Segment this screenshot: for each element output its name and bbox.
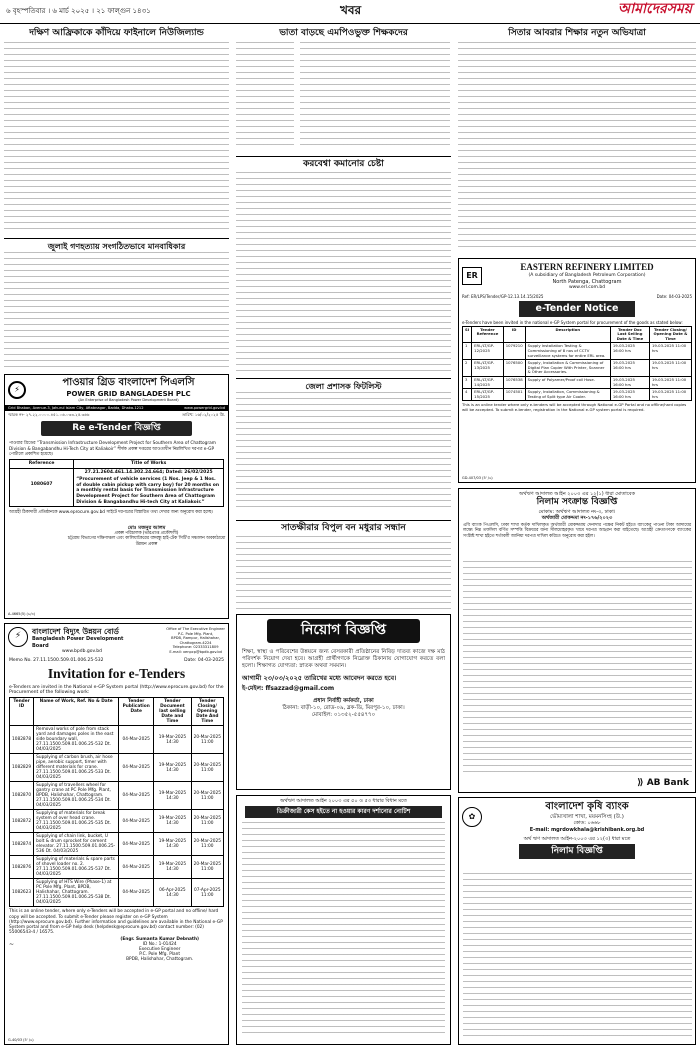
table-cell-id: 1076538 <box>503 376 525 388</box>
ref-no: 27.21.2604.461.14.302.24.664; Dated: 26/02/2025 <box>84 469 213 475</box>
bpdb-col-header: Tender Closing/ Opening Date And Time <box>191 698 223 726</box>
table-row <box>463 343 692 360</box>
invitation-footer: This is an online tender, where only e-Tenders will be accepted in e-GP portal and no offline/ hard copy will be accepted. To submit e-Tender please register on e-GP System (http://www.eprocure.gov.bd). Further information and guidelines are available in the National e-GP System portal and from e-GP help desk (helpdesk@eprocure.gov.bd) contact number: (02) 55006543-4 / 16575. <box>9 909 223 936</box>
bank-name: বাংলাদেশ কৃষি ব্যাংক <box>545 801 629 812</box>
company-name-en: POWER GRID BANGLADESH PLC <box>66 389 191 398</box>
article-body <box>236 536 451 610</box>
table-cell-name: Supplying of HTS Wire (Phase-1) at PC Pole Mfg. Plant, BPDB, Halishahar, Chattogram. 27.11.1500.509.01.006.25-538 Dt. 04/03/2025 <box>34 879 119 907</box>
table-cell-close: 20-Mar-2025 11:00 <box>191 754 223 782</box>
table-cell-close: 20-Mar-2025 11:00 <box>191 856 223 879</box>
table-cell-name: Supplying of travellers wheel for gantry crane at PC Pole Mfg. Plant, BPDB, Halishahar, Chattogram. 27.11.1500.509.01.006.25-534 Dt. 04/03/2025 <box>34 782 119 810</box>
ab-bank-auction <box>458 488 696 793</box>
ad-code: A-4665(5) (৬/৩) <box>8 611 36 616</box>
signatory-org: চট্টগ্রাম বিভাগের দক্ষিণাঞ্চল এবং কালিয়াকৈরের বঙ্গবন্ধু হাই-টেক সিটি'র সঞ্চালন অবকাঠামো উন্নয়ন প্রকল্প <box>67 536 226 547</box>
table-row <box>10 810 224 833</box>
table-cell-pub: 04-Mar-2025 <box>119 726 154 754</box>
ab-bank-icon: ⟫ <box>637 777 647 788</box>
table-cell-name: Removal works of pole from stack yard and damages poles in the east side boundary wall, 27.11.1500.509.01.006.25-532 Dt. 04/03/2025 <box>34 726 119 754</box>
office-tel: Telephone: 02333311809 <box>172 645 219 649</box>
table-cell-pub: 04-Mar-2025 <box>119 754 154 782</box>
officer: প্রধান নির্বাহী কর্মকর্তা, ঢাকা <box>313 698 374 705</box>
notice-body <box>242 822 445 1037</box>
table-cell-ref: ERL/LT/GP-15/2025 <box>472 389 504 401</box>
auction-details <box>463 561 692 773</box>
ad-code: G-40/03 (5' /৬) <box>8 1037 34 1042</box>
erl-logo-icon: ER <box>462 267 482 285</box>
table-cell-sell: 19-03-2025 16:00 hrs <box>610 389 649 401</box>
bank-code: কোড: ০৬৬৮ <box>573 820 601 827</box>
power-grid-logo-icon: ⚡ <box>8 381 26 399</box>
recruitment-body: শিক্ষা, স্বাস্থ্য ও পরিবেশের উন্নয়নে জন্য বেসরকারী প্রতিষ্ঠানের নিবিড় দাতব্য কাজে দক্ষ মাঠ পরিদর্শক নিয়োগ দেয়া হবে। আগ্রহী প্রার্থীগণকে নিম্নোক্ত ঠিকানায় যোগাযোগ করতে বলা হলো। শিক্ষাগত যোগ্যতা: স্নাতক অথবা সমমান। <box>242 648 445 669</box>
erl-name: EASTERN REFINERY LIMITED <box>520 262 654 272</box>
table-row <box>10 782 224 810</box>
tender-note: আগ্রহী ঠিকাদারী প্রতিষ্ঠানকে www.eprocure.gov.bd সাইটে দরপত্রের বিস্তারিত তথ্য দেখার জন্য অনুরোধ করা হচ্ছে। <box>9 510 213 516</box>
table-cell-id: 1079210 <box>503 343 525 360</box>
table-cell-name: Supplying of carbon brush, air hose pipe, aerobic support, timer with different materials for crane. 27.11.1500.509.01.006.25-533 Dt. 04/03/2025 <box>34 754 119 782</box>
article-body <box>300 42 450 150</box>
table-cell-close: 19-03-2025 11:00 hrs <box>649 376 691 388</box>
table-row <box>463 360 692 377</box>
table-cell-sell: 19-03-2025 16:00 hrs <box>610 343 649 360</box>
memo-date: Date: 04-03-2025 <box>184 657 224 663</box>
table-cell-close: 19-03-2025 11:00 hrs <box>649 389 691 401</box>
headline-satkhira: সাতক্ষীরার বিপুল বন মধুরার সন্ধান <box>236 520 451 534</box>
newspaper-logo: আমাদেরসময় <box>617 1 692 17</box>
table-cell-name: Supplying of chain link, bucket, U bolt & drum sprocket for cement elevator. 27.11.1500.509.01.006.25-536 Dt. 04/03/2025 <box>34 833 119 856</box>
table-cell-id: 1082876 <box>10 856 34 879</box>
table-row <box>10 754 224 782</box>
article-body <box>236 172 451 372</box>
table-row <box>463 389 692 401</box>
table-cell-pub: 04-Mar-2025 <box>119 879 154 907</box>
ab-bank-logo <box>637 778 689 789</box>
erl-col-header: Description <box>525 326 610 343</box>
erl-col-header: Tender Closing/ Opening Date & Time <box>649 326 691 343</box>
erl-tender-ad <box>458 258 696 483</box>
table-cell-close: 19-03-2025 11:00 hrs <box>649 343 691 360</box>
table-cell-pub: 04-Mar-2025 <box>119 810 154 833</box>
auction-body: এবি ব্যাংক পিএলসি, ঢাকা শাখা কর্তৃক দাখিলকৃত অর্থজারী মোকদ্দমায় দেনাদার পক্ষের নিকট হইতে ব্যাংকের পাওনা টাকা আদায়ের লক্ষ্যে নিম্ন তফসিল বর্ণিত সম্পত্তি বিক্রয়ের জন্য সীলমোহরকৃত খামে দরপত্র আহ্বান করা যাইতেছে। আগ্রহী ক্রেতাগণকে ব্যাংকের সংশ্লিষ্ট শাখা হইতে শর্তাবলী জানিয়া দরপত্র দাখিল করিতে অনুরোধ করা হইল। <box>463 523 691 539</box>
table-cell-id: 1074501 <box>503 389 525 401</box>
bpdb-tender-ad <box>4 623 229 1045</box>
table-cell-close: 20-Mar-2025 11:00 <box>191 726 223 754</box>
office-email: E-mail: xenpcp@bpdb.gov.bd <box>169 649 222 654</box>
erl-col-header: Tender Reference <box>472 326 504 343</box>
table-cell-id: 1076500 <box>503 360 525 377</box>
tender-intro: পাওয়ার গ্রিডের “Transmission Infrastructure Development Project for Southern Area of Chattogram Division & Bangabandhu Hi-Tech City at Kaliakoir” শীর্ষক প্রকল্প দপ্তরের আওতাধীন নিম্নলিখিত দরপত্র e-GP পোর্টালে প্রকাশিত হয়েছে। <box>9 441 216 457</box>
table-cell-ref: ERL/LT/GP-14/2025 <box>472 376 504 388</box>
office-addr: Chattogram-4224 <box>179 640 212 645</box>
table-cell-sell: 19-Mar-2025 14:30 <box>154 856 191 879</box>
table-cell-id: 1082878 <box>10 726 34 754</box>
table-cell-sell: 19-Mar-2025 14:30 <box>154 810 191 833</box>
signatory-id: ID No.: 1-01424 <box>142 942 177 948</box>
table-cell-pub: 04-Mar-2025 <box>119 833 154 856</box>
signature-scribble: ~ <box>9 941 15 949</box>
memo-line <box>5 658 228 664</box>
erl-tender-table <box>462 326 692 402</box>
power-grid-ad <box>4 374 229 619</box>
table-cell-sell: 19-03-2025 16:00 hrs <box>610 376 649 388</box>
table-cell-sl: 1 <box>463 343 472 360</box>
table-cell-id: 1082870 <box>10 782 34 810</box>
article-body <box>236 392 451 512</box>
erl-title: e-Tender Notice <box>519 301 635 317</box>
table-cell-sl: 2 <box>463 360 472 377</box>
table-cell-sl: 3 <box>463 376 472 388</box>
erl-sub: (A subsidiary of Bangladesh Petroleum Corporation) <box>528 273 646 279</box>
table-cell-pub: 04-Mar-2025 <box>119 856 154 879</box>
auction-case: অর্থজারী মোকদ্দমা নং-১৭৬/২০২৩ <box>541 514 613 521</box>
recruitment-phone: মোবাইল: ০১৩৫২-৫৫৪৭৭০ <box>311 711 376 718</box>
erl-col-header: SI <box>463 326 472 343</box>
ref-line <box>5 411 228 418</box>
table-cell-name: Supplying of materials for break system of over head crane. 27.11.1500.509.01.006.25-535 Dt. 04/03/2025 <box>34 810 119 833</box>
company-sub: (An Enterprise of Bangladesh Power Development Board) <box>78 398 179 403</box>
auction-act: অর্থঋণ আদালত আইন ২০০৩ এর ১২(১) ধারা মোতাবেক <box>518 491 636 497</box>
decree-notice <box>236 795 451 1045</box>
table-cell-id: 1082874 <box>10 833 34 856</box>
erl-loc: North Patenga, Chattogram <box>552 278 622 285</box>
table-cell-ref: ERL/LT/GP-12/2025 <box>472 343 504 360</box>
table-cell-close: 19-03-2025 11:00 hrs <box>649 360 691 377</box>
article-body <box>458 42 696 252</box>
headline-july: জুলাই গণহত্যায় সংগঠিতভাবে মানবাধিকার <box>4 238 229 251</box>
table-cell-sl: 4 <box>463 389 472 401</box>
table-cell-sell: 19-Mar-2025 14:30 <box>154 754 191 782</box>
website: www.powergrid.gov.bd <box>184 405 225 410</box>
headline-crime: করবেশ্বা কমানোর চেষ্টা <box>236 156 451 170</box>
krishi-details <box>463 873 692 1038</box>
bpdb-logo-icon: ⚡ <box>8 627 28 647</box>
signatory-title: প্রকল্প পরিচালক (ভারপ্রাপ্ত প্রকৌশলী) <box>114 530 179 536</box>
table-cell-id: 1082829 <box>10 754 34 782</box>
table-row <box>10 879 224 907</box>
krishi-bank-logo-icon: ✿ <box>462 807 482 827</box>
table-cell-desc: Supply of Polyamer/Proof coil Hose. <box>525 376 610 388</box>
table-cell-close: 07-Apr-2025 11:00 <box>191 879 223 907</box>
table-cell-sell: 19-Mar-2025 14:30 <box>154 726 191 754</box>
signatory-org: BPDB, Halishahar, Chattogram. <box>126 957 194 963</box>
bank-branch: ভৌম্যখালা শাখা, ময়মনসিংহ (উ.) <box>550 813 624 820</box>
auction-court: মোকাম: অর্থঋণ আদালত নং-৩, ঢাকা। <box>538 508 616 515</box>
tender-banner: Re e-Tender বিজ্ঞপ্তি <box>41 421 192 436</box>
address: Grid Bhaban, Avenue-3, Jahurul Islam City, Aftabnagar, Badda, Dhaka-1212 <box>8 405 144 410</box>
table-cell-close: 20-Mar-2025 11:00 <box>191 782 223 810</box>
recruitment-email: ই-মেইল: ffsazzad@gmail.com <box>242 684 335 692</box>
table-row <box>463 376 692 388</box>
table-cell-desc: Supply, Installation, Commissioning & Testing of Split type Air Cooler. <box>525 389 610 401</box>
bpdb-col-header: Tender Document last selling Date and Time <box>154 698 191 726</box>
col-title: Title of Works <box>74 459 224 468</box>
table-cell-desc: Supply Installation Testing & Commissioning of 8 nos of CCTV surveillance systems for entire ERL area. <box>525 343 610 360</box>
signature-block <box>120 937 199 962</box>
table-row <box>10 726 224 754</box>
article-body <box>4 42 229 230</box>
bpdb-name-bn: বাংলাদেশ বিদ্যুৎ উন্নয়ন বোর্ড <box>32 627 119 636</box>
ab-bank-name: AB Bank <box>646 777 689 788</box>
col-reference: Reference <box>10 459 74 468</box>
invitation-intro: e-Tenders are invited in the National e-GP System portal (http://www.eprocure.gov.bd) for the Procurement of the following work: <box>9 685 224 696</box>
bpdb-col-header: Tender ID <box>10 698 34 726</box>
recruitment-deadline: আগামী ২৩/০৩/২০২৫ তারিখের মধ্যে আবেদন করতে হবে। <box>242 673 397 682</box>
signatory-name: (Engr. Sumanta Kumar Debnath) <box>120 937 199 943</box>
page-date: ৬ বৃহস্পতিবার । ৬ মার্চ ২০২৫ । ২১ ফাল্গুন ১৪৩১ <box>6 7 151 15</box>
table-cell-desc: Supply, Installation & Commissioning of Digital Plan Copier With Printer, Scanner & Other Accessories. <box>525 360 610 377</box>
article-body <box>236 42 294 150</box>
erl-footer: This is an online tender where only e-tenders will be accepted through National e-GP Portal and no offline/hard copies will be accepted. To submit e-tender, registration in the National e-GP system portal is required. <box>462 402 687 412</box>
recruitment-title: নিয়োগ বিজ্ঞপ্তি <box>267 619 420 643</box>
signatory-org: P.C. Pole Mfg. Plant <box>139 952 181 958</box>
krishi-bank-auction <box>458 797 696 1045</box>
erl-intro: e-Tenders have been invited in the national e-GP System portal for procurement of the goods as stated below: <box>462 319 683 325</box>
newspaper-header <box>0 0 700 24</box>
bpdb-tender-table <box>9 697 224 907</box>
office-title: Office of The Executive Engineer <box>166 627 225 631</box>
bpdb-name-en: Bangladesh Power Development Board <box>32 636 124 649</box>
table-cell-close: 20-Mar-2025 11:00 <box>191 833 223 856</box>
erl-date: Date: 04-03-2025 <box>656 293 692 299</box>
headline-south-africa: দক্ষিণ আফ্রিকাকে কাঁদিয়ে ফাইনালে নিউজিল্যান্ড <box>29 28 204 38</box>
table-cell-close: 20-Mar-2025 11:00 <box>191 810 223 833</box>
tender-id: 1080607 <box>30 481 53 487</box>
invitation-title: Invitation for e-Tenders <box>47 666 186 682</box>
erl-ref: Ref: ER/LPS/Tender/GP-12.13.14.15/2025 <box>462 293 544 299</box>
krishi-act: অর্থ ঋণ আদালত আইন-২০০৩ এর ১২(৩) ধারা মতে <box>523 835 631 842</box>
table-cell-id: 1082623 <box>10 879 34 907</box>
ad-code: GD-407/03 (5' /৬) <box>462 475 493 480</box>
table-cell-sell: 19-Mar-2025 14:30 <box>154 833 191 856</box>
recruitment-address: ঠিকানা: বাড়ী-১০, রোড-০৯, ব্লক-ডি, মিরপুর-১০, ঢাকা। <box>282 705 405 711</box>
bpdb-web: www.bpdb.gov.bd <box>62 648 102 654</box>
bpdb-col-header: Tender Publication Date <box>119 698 154 726</box>
headline-allowance: ভাতা বাড়ছে এমপিওভুক্ত শিক্ষকদের <box>279 28 408 38</box>
headline-dc: জেলা প্রশাসক ফিটলিস্ট <box>236 378 451 391</box>
table-row <box>10 468 224 507</box>
bpdb-col-header: Name of Work, Ref. No & Date <box>34 698 119 726</box>
table-cell-sell: 19-Mar-2025 14:30 <box>154 782 191 810</box>
office-addr: BPDB, Rampur, Halishahar, <box>171 636 221 640</box>
table-row <box>10 833 224 856</box>
signatory-title: Executive Engineer <box>138 947 181 953</box>
ref-date: তারিখ: ১৬/০২/২০২৫ খ্রি. <box>182 412 225 418</box>
auction-title: নিলাম সংক্রান্ত বিজ্ঞপ্তি <box>536 497 618 508</box>
headline-sitar: সিতার আবরার শিক্ষার নতুন অভিযাত্রা <box>508 28 646 38</box>
memo-no: Memo No. 27.11.1500.509.01.006.25-532 <box>9 657 104 663</box>
tender-table <box>9 459 224 507</box>
table-cell-ref: ERL/LT/GP-13/2025 <box>472 360 504 377</box>
table-cell-sell: 06-Apr-2025 14:30 <box>154 879 191 907</box>
signature-block <box>65 525 228 547</box>
notice-title: ডিক্রীজারী কেস হইতে না হওয়ার কারণ দর্শানোর নোটিশ <box>245 806 442 818</box>
ref-no: স্মারক নং- ২৭.২২.০০০০.৪৫১.০৬.০৩৩.২৫.৩৬৬ <box>8 412 90 418</box>
work-title: “Procurement of vehicle services (1 Nos. Jeep & 1 Nos. of double cabin pickup with carry boy) for 20 months on a monthly rental basis for Transmission Infrastructure Development Project for Southern Area of Chattogram Division & Bangabandhu Hi-tech City at Kaliakoir.” <box>76 477 220 505</box>
article-body <box>4 252 229 370</box>
notice-act: অর্থঋণ আদালত আইন ২০০৩ এর ৫০ ও ৫৩ ধারার বিধান মতে <box>280 798 407 804</box>
erl-col-header: Tender Doc Last Selling Date & Time <box>610 326 649 343</box>
table-cell-name: Supplying of materials & spare parts of shovel loader no. 2. 27.11.1500.509.01.006.25-537 Dt. 04/03/2025 <box>34 856 119 879</box>
table-cell-id: 1082872 <box>10 810 34 833</box>
table-row <box>10 856 224 879</box>
erl-col-header: ID <box>503 326 525 343</box>
table-cell-pub: 04-Mar-2025 <box>119 782 154 810</box>
krishi-title: নিলাম বিজ্ঞপ্তি <box>519 844 635 859</box>
erl-web: www.erl.com.bd <box>568 285 606 291</box>
signatory-name: মোঃ মজনুর আলম <box>127 524 166 531</box>
company-name-bn: পাওয়ার গ্রিড বাংলাদেশ পিএলসি <box>62 377 195 388</box>
section-title: খবর <box>340 3 362 17</box>
office-addr: P.C. Pole Mfg. Plant, <box>178 631 214 636</box>
erl-ref-line <box>459 294 695 299</box>
table-cell-sell: 19-03-2025 16:00 hrs <box>610 360 649 377</box>
recruitment-ad <box>236 614 451 790</box>
bank-email: E-mail: mgrdowkhala@krishibank.org.bd <box>529 826 645 833</box>
